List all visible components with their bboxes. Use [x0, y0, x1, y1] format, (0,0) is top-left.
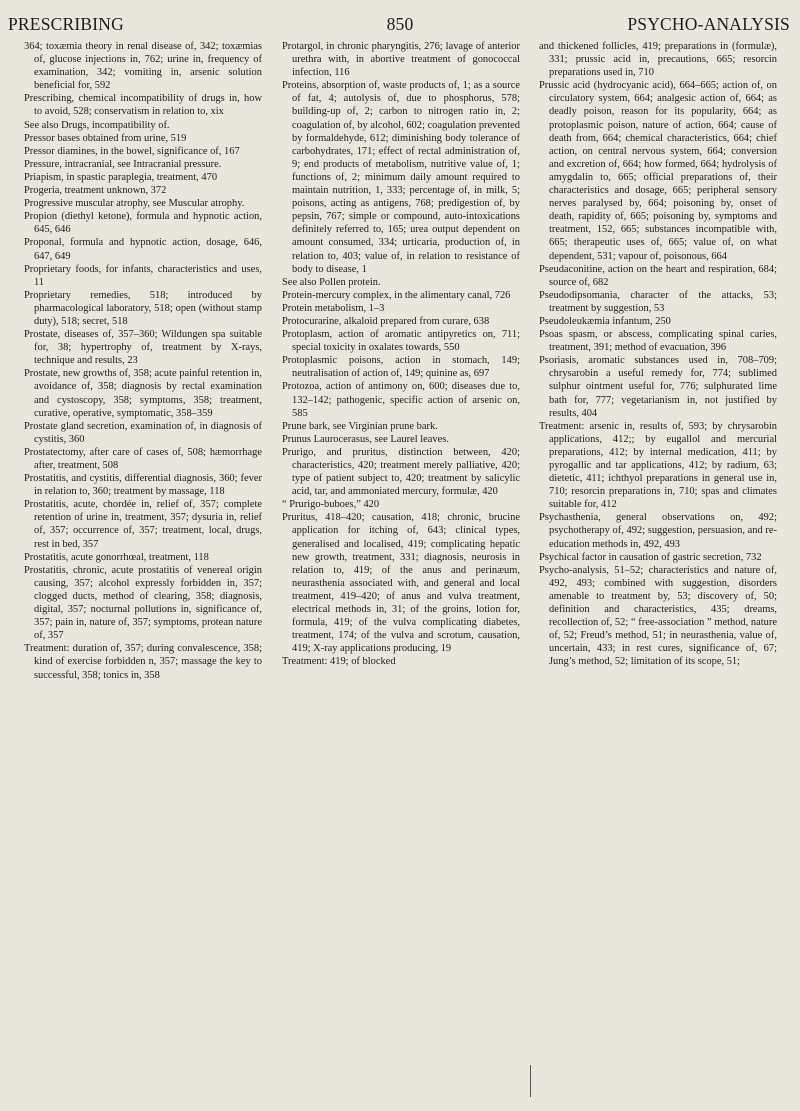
index-entry: Protoplasmic poisons, action in stomach, 149; neutralisation of action of, 149; quinine as, 697: [282, 355, 520, 380]
index-entry: Proprietary foods, for infants, characteristics and uses, 11: [24, 263, 262, 288]
index-entry: Prune bark, see Virginian prune bark.: [282, 420, 438, 432]
index-entry: Pseudaconitine, action on the heart and respiration, 684; source of, 682: [539, 263, 777, 288]
index-entry: Treatment: duration of, 357; during convalescence, 358; kind of exercise forbidden n, 357; massage the key to successful, 358; tonics in, 358: [24, 643, 262, 681]
index-entry: Protozoa, action of antimony on, 600; diseases due to, 132–142; pathogenic, specific action of arsenic on, 585: [282, 381, 520, 419]
index-entry: Proponal, formula and hypnotic action, dosage, 646, 647, 649: [24, 237, 262, 262]
index-entry: Psoriasis, aromatic substances used in, 708–709; chrysarobin a useful remedy for, 774; sublimed sulphur ointment useful for, 776; sulphurated lime bath for, 777; vegetarianism in, not justified by results, 404: [539, 355, 777, 419]
index-entry: See also Pollen protein.: [282, 276, 381, 288]
index-entry: Prurigo, and pruritus, distinction between, 420; characteristics, 420; treatment merely palliative, 420; type of patient subject to, 420; treatment by salicylic acid, tar, and ammoniated mercury, formulæ, 420: [282, 446, 520, 498]
index-entry: Psoas spasm, or abscess, complicating spinal caries, treatment, 391; method of evacuation, 396: [539, 329, 777, 354]
index-entry: Prunus Laurocerasus, see Laurel leaves.: [282, 433, 449, 445]
index-entry: and thickened follicles, 419; preparations in (formulæ), 331; prussic acid in, precautions, 665; resorcin preparations used in, 710: [539, 41, 777, 79]
index-entry: Propion (diethyl ketone), formula and hypnotic action, 645, 646: [24, 211, 262, 236]
index-entry: Pressor diamines, in the bowel, significance of, 167: [24, 145, 240, 157]
index-entry: Treatment: arsenic in, results of, 593; by chrysarobin applications, 412;; by eugallol and mercurial preparations, 412; by internal medication, 411; by pyrogallic and tar applications, 412; by radium, 63; dietetic, 411; ichthyol preparations in general use in, 710; resorcin preparations in, 710; spas and climates suitable for, 412: [539, 420, 777, 511]
running-head-right: PSYCHO-ANALYSIS: [627, 14, 790, 34]
index-entry: Pruritus, 418–420; causation, 418; chronic, brucine application for itching of, 643; clinical types, generalised and localised, 419; complicating hepatic new growth, treatment, 331; diagnosis, neurosis in relation to, 419; of the anus and perinæum, neurasthenia associated with, and general and local treatment, 419–420; of anus and vulva treatment, electrical methods in, 31; of the groins, lotion for, formula, 419; of the vulva complicating diabetes, treatment, 174; of the vulva and scrotum, causation, 419; X-ray applications producing, 19: [282, 512, 520, 655]
index-entry: Progeria, treatment unknown, 372: [24, 185, 167, 197]
index-entry: Treatment: 419; of blocked: [282, 656, 396, 668]
index-entry: Prostatitis, and cystitis, differential diagnosis, 360; fever in relation to, 360; treatment by massage, 118: [24, 473, 262, 498]
index-entry: Protoplasm, action of aromatic antipyretics on, 711; special toxicity in oxalates towards, 550: [282, 329, 520, 354]
page-number: 850: [386, 14, 414, 34]
index-entry: Protargol, in chronic pharyngitis, 276; lavage of anterior urethra with, in abortive treatment of gonococcal infection, 116: [282, 41, 520, 79]
running-head-left: PRESCRIBING: [8, 14, 124, 34]
index-entry: Pseudoleukæmia infantum, 250: [539, 315, 671, 327]
index-entry: Pressor bases obtained from urine, 519: [24, 132, 187, 144]
column-divider: [530, 1065, 531, 1097]
index-entry: Protocurarine, alkaloid prepared from curare, 638: [282, 315, 490, 327]
index-entry: Psychical factor in causation of gastric secretion, 732: [539, 551, 762, 563]
index-entry: Prostate gland secretion, examination of, in diagnosis of cystitis, 360: [24, 420, 262, 445]
index-entry: Prostate, diseases of, 357–360; Wildungen spa suitable for, 38; hypertrophy of, treatment by X-rays, technique and results, 23: [24, 329, 262, 367]
index-entry: Progressive muscular atrophy, see Muscular atrophy.: [24, 198, 245, 210]
index-entry: See also Drugs, incompatibility of.: [24, 119, 170, 131]
index-entry: Prostatectomy, after care of cases of, 508; hæmorrhage after, treatment, 508: [24, 446, 262, 471]
index-column-3: [539, 40, 777, 669]
index-entry: Prescribing, chemical incompatibility of drugs in, how to avoid, 528; conservatism in relation to, xix: [24, 93, 262, 118]
index-entry: Prostatitis, acute gonorrhœal, treatment, 118: [24, 551, 209, 563]
index-entry: Protein-mercury complex, in the alimentary canal, 726: [282, 289, 511, 301]
index-entry: Psychasthenia, general observations on, 492; psychotherapy of, 492; suggestion, persuasion, and re-education methods in, 492, 493: [539, 512, 777, 550]
index-entry: Prussic acid (hydrocyanic acid), 664–665; action of, on circulatory system, 664; analgesic action of, 664; as deadly poison, reason for its popularity, 664; as protoplasmic poison, nature of action, 664; cause of death from, 664; chemical characteristics, 664; chief action, on central nervous system, 664; conversion and excretion of, 664; how formed, 664; hydrolysis of amygdalin to, 665; official preparations of, their characteristics and dosage, 665; peripheral sensory nerves paralysed by, 664; poisoning by, onset of death, rapidity of, 665; poisoning by, symptoms and treatment, 152, 665; substances incompatible with, 665; therapeutic uses of, 665; value of, on what dependent, 531; vapour of, poisonous, 664: [539, 80, 777, 262]
index-entry: Proteins, absorption of, waste products of, 1; as a source of fat, 4; autolysis of, due to phosphorus, 578; building-up of, 2; carbon to nitrogen ratio in, 2; coagulation of, by alcohol, 602; coagulation prevented by formaldehyde, 612; diminishing body tolerance of carbohydrates, 171; effect of rectal administration of, 9; end products of metabolism, nutritive value of, 1; functions of, 2; minimum daily amount required to maintain nutrition, 1, 333; percentage of, in milk, 5; poisons, acting as antigens, 768; predigestion of, by pepsin, 767; simple or compound, auto-intoxications definitely referred to, 165; urea output dependent on amount consumed, 334; urticaria, production of, in relation to, 403; value of, in relation to resistance of body to disease, 1: [282, 80, 520, 275]
index-entry: Priapism, in spastic paraplegia, treatment, 470: [24, 171, 218, 183]
index-entry: Pressure, intracranial, see Intracranial pressure.: [24, 158, 222, 170]
index-column-1: [24, 40, 262, 682]
index-entry: “ Prurigo-buboes,” 420: [282, 499, 380, 511]
index-entry: Prostatitis, chronic, acute prostatitis of venereal origin causing, 357; alcohol expressly forbidden in, 357; clogged ducts, method of clearing, 358; diagnosis, digital, 357; nocturnal pollutions in, significance of, 357; pain in, nature of, 357; symptoms, protean nature of, 357: [24, 564, 262, 642]
index-entry: 364; toxæmia theory in renal disease of, 342; toxæmias of, glucose injections in, 762; urine in, frequency of examination, 342; vomiting in, arsenic solution beneficial for, 592: [24, 41, 262, 92]
index-entry: Psycho-analysis, 51–52; characteristics and nature of, 492, 493; combined with suggestion, disorders amenable to treatment by, 53; discovery of, 50; definition and characteristics, 435; dreams, recollection of, 52; “ free-association ” method, nature of, 52; Freud’s method, 51; in neurasthenia, value of, uncertain, 433; in rest cures, significance of, 67; Jung’s method, 52; limitation of its scope, 51;: [539, 564, 777, 668]
index-entry: Proprietary remedies, 518; introduced by pharmacological laboratory, 518; open (without stamp duty), 518; secret, 518: [24, 289, 262, 327]
index-column-2: [282, 40, 520, 669]
index-entry: Protein metabolism, 1–3: [282, 302, 385, 314]
index-entry: Prostatitis, acute, chordée in, relief of, 357; complete retention of urine in, treatment, 357; dysuria in, relief of, 357; occurrence of, 357; treatment, local, drugs, rest in bed, 357: [24, 499, 262, 550]
index-entry: Prostate, new growths of, 358; acute painful retention in, avoidance of, 358; diagnosis by rectal examination and cystoscopy, 358; symptoms, 358; treatment, curative, operative, symptomatic, 358–359: [24, 368, 262, 419]
index-entry: Pseudodipsomania, character of the attacks, 53; treatment by suggestion, 53: [539, 289, 777, 314]
